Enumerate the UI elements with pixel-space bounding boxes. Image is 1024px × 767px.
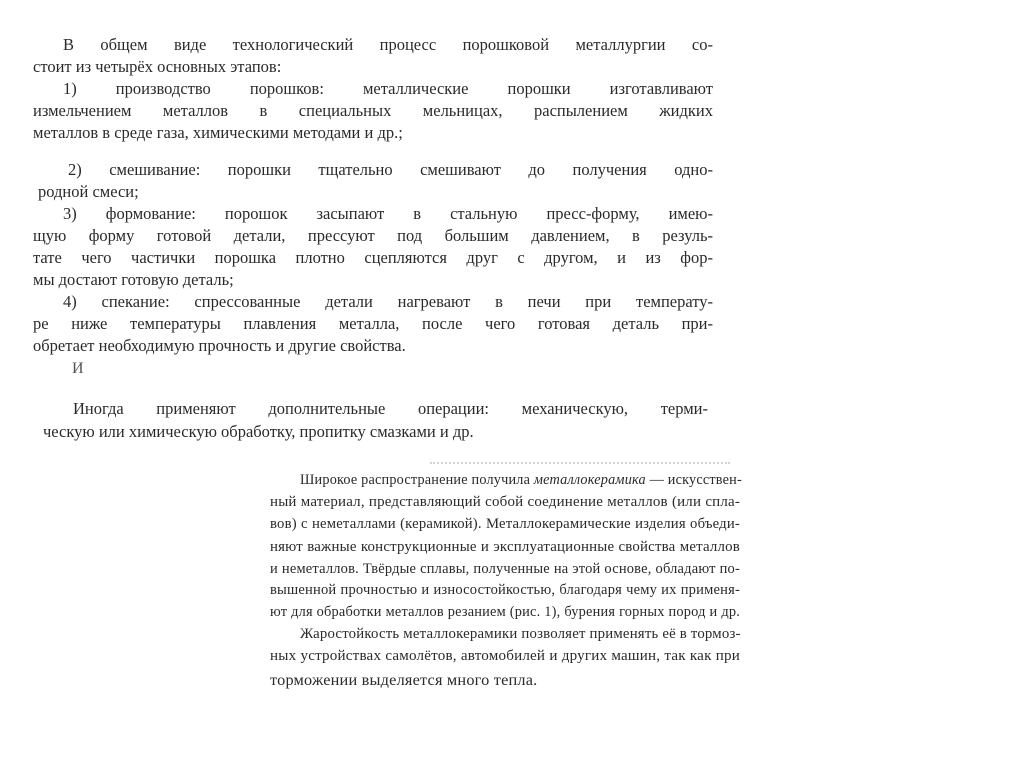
text-line: щую форму готовой детали, прессуют под большим давлением, в резуль- <box>33 226 713 245</box>
text-line: вышенной прочностью и износостойкостью, благодаря чему их применя- <box>270 582 740 598</box>
text-line: стоит из четырёх основных этапов: <box>33 57 282 76</box>
cropped-line-fragment <box>430 462 730 467</box>
text-line: измельчением металлов в специальных мельницах, распылением жидких <box>33 101 713 120</box>
text-line: тате чего частички порошка плотно сцепляются друг с другом, и из фор- <box>33 248 713 267</box>
text-line: и неметаллов. Твёрдые сплавы, полученные на этой основе, обладают по- <box>270 561 740 577</box>
text-line: Иногда применяют дополнительные операции: механическую, терми- <box>73 399 708 418</box>
text-line: ческую или химическую обработку, пропитку смазками и др. <box>43 422 474 441</box>
text-line: обретает необходимую прочность и другие свойства. <box>33 336 406 355</box>
text-line: металлов в среде газа, химическими методами и др.; <box>33 123 403 142</box>
text-line: мы достают готовую деталь; <box>33 270 234 289</box>
text-line: 3) формование: порошок засыпают в стальную пресс-форму, имею- <box>63 204 713 223</box>
text-line: 2) смешивание: порошки тщательно смешивают до получения одно- <box>68 160 713 179</box>
text-line: ре ниже температуры плавления металла, после чего готовая деталь при- <box>33 314 713 333</box>
text-line: родной смеси; <box>38 182 139 201</box>
text-line <box>270 470 740 490</box>
text-line: Жаростойкость металлокерамики позволяет применять её в тормоз- <box>300 626 741 642</box>
text-span: Широкое распространение получила <box>300 472 534 488</box>
text-line: ный материал, представляющий собой соединение металлов (или спла- <box>270 494 740 510</box>
text-span: — искусствен- <box>645 472 742 488</box>
cropped-letter: И <box>72 360 84 377</box>
text-line: 1) производство порошков: металлические порошки изготавливают <box>63 79 713 98</box>
text-line: В общем виде технологический процесс порошковой металлургии со- <box>63 35 713 54</box>
text-line: торможении выделяется много тепла. <box>270 670 538 689</box>
text-line: 4) спекание: спрессованные детали нагревают в печи при температу- <box>63 292 713 311</box>
text-line: няют важные конструкционные и эксплуатационные свойства металлов <box>270 539 740 555</box>
text-line: вов) с неметаллами (керамикой). Металлокерамические изделия объеди- <box>270 516 740 532</box>
emphasized-term: металлокерамика <box>533 472 646 488</box>
text-line: ных устройствах самолётов, автомобилей и других машин, так как при <box>270 648 740 664</box>
text-line: ют для обработки металлов резанием (рис. 1), бурения горных пород и др. <box>270 604 740 620</box>
